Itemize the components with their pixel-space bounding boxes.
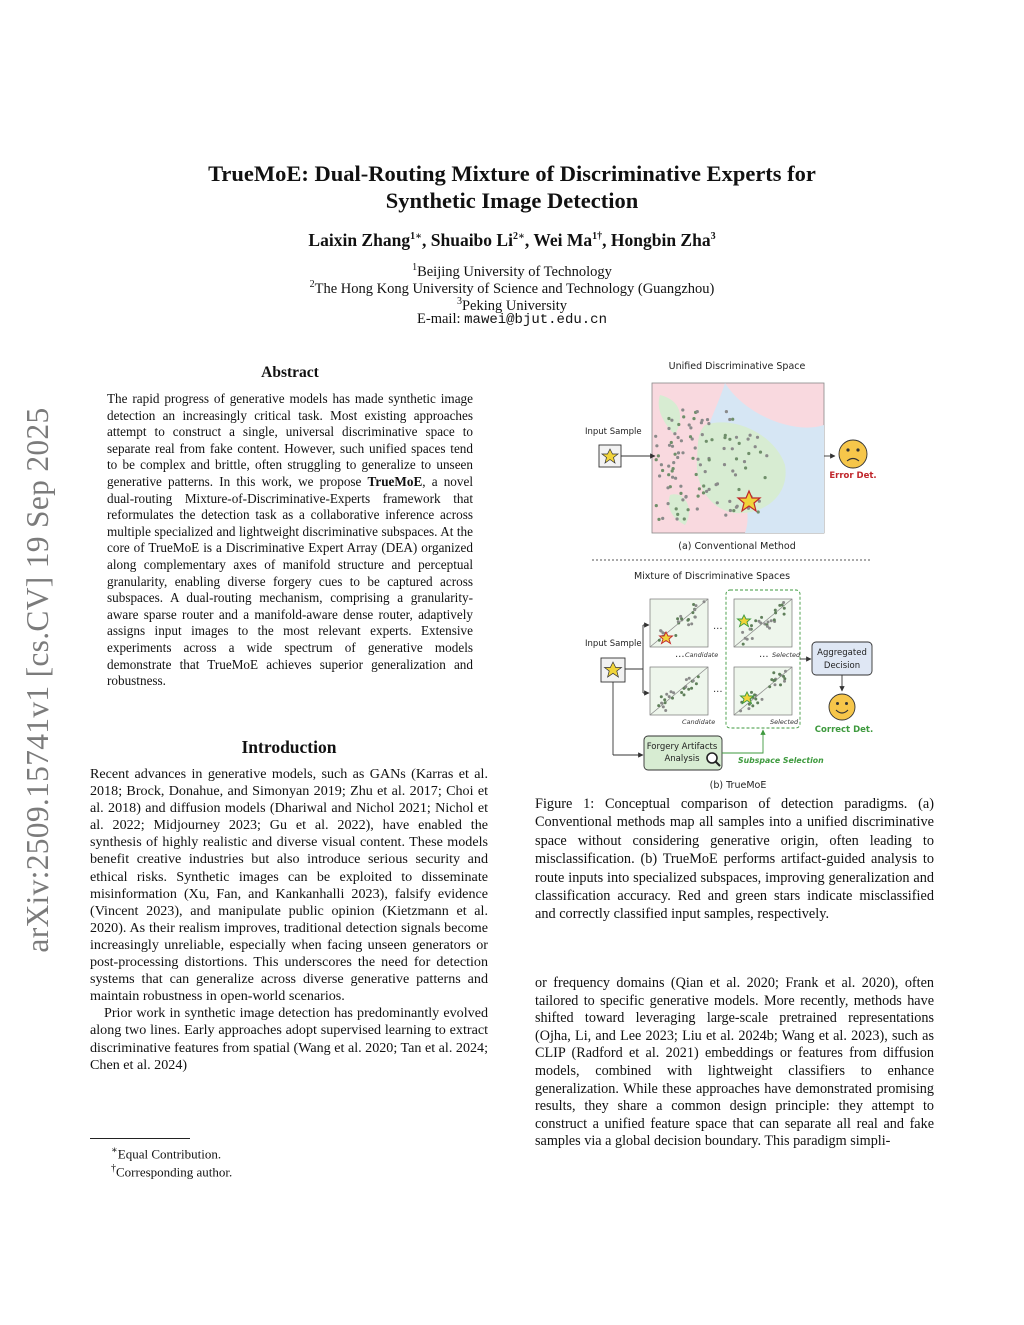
abstract-heading: Abstract — [261, 364, 319, 381]
scatter-point — [708, 488, 711, 491]
footnote-rule — [90, 1138, 190, 1139]
scatter-point — [716, 501, 719, 504]
subspace-point — [761, 698, 764, 701]
subspace-point — [671, 697, 674, 700]
scatter-point — [728, 438, 731, 441]
scatter-point — [696, 410, 699, 413]
subspace-point — [690, 622, 693, 625]
abstract-method-name: TrueMoE — [367, 473, 423, 489]
intro-paragraph-1: Recent advances in generative models, such as GANs (Karras et al. 2018; Brock, Donahue, and Simonyan 2019; Zhu et al. 2017; Choi et al. 2018) and diffusion models (Dhariwal and Nichol 2021; Nichol et al. 2022; Midjourney 2023; Gu et al. 2022), have enabled the synthesis of highly realistic and diverse visual content. These models benefit creative industries but also introduce serious security and ethical risks. Synthetic images can be exploited to disseminate misinformation (Xu, Fan, and Kankanhalli 2023), falsify evidence (Vincent 2023), and manipulate public opinion (Kietzmann et al. 2020). As their realism improves, traditional detection signals become increasingly unreliable, especially when facing unseen generators or post-processing distortions. This underscores the need for detection systems that can generalize across diverse generative patterns and maintain robustness in open-world scenarios. — [90, 766, 488, 1005]
scatter-point — [677, 451, 680, 454]
scatter-point — [743, 460, 746, 463]
scatter-point — [701, 433, 704, 436]
scatter-point — [684, 495, 687, 498]
scatter-point — [676, 513, 679, 516]
scatter-point — [672, 467, 675, 470]
scatter-point — [756, 436, 759, 439]
subspace-point — [773, 618, 776, 621]
scatter-point — [688, 423, 691, 426]
scatter-point — [723, 447, 726, 450]
subspace-panel-candidate-2 — [650, 667, 708, 715]
subspace-point — [657, 704, 660, 707]
subspace-selection-arrow — [722, 730, 763, 753]
scatter-point — [728, 500, 731, 503]
scatter-point — [701, 419, 704, 422]
author-1: Laixin Zhang — [308, 230, 411, 250]
scatter-point — [731, 469, 734, 472]
subspace-point — [783, 680, 786, 683]
author-2-sup: 2∗ — [512, 231, 525, 243]
scatter-point — [747, 452, 750, 455]
subspace-point — [695, 682, 698, 685]
aggregated-label-1: Aggregated — [817, 648, 867, 658]
subspace-point — [783, 613, 786, 616]
scatter-point — [702, 484, 705, 487]
scatter-point — [675, 507, 678, 510]
footnote-2-text: Corresponding author. — [116, 1164, 233, 1180]
correct-detection-label: Correct Det. — [814, 725, 874, 735]
forgery-label-2: Analysis — [664, 754, 700, 764]
subspace-point — [758, 620, 761, 623]
forgery-label-1: Forgery Artifacts — [646, 742, 718, 752]
title-line-2: Synthetic Image Detection — [385, 188, 639, 213]
ellipsis-2: ... — [713, 684, 723, 695]
author-4: Hongbin Zha — [610, 230, 711, 250]
scatter-point — [734, 473, 737, 476]
scatter-point — [699, 463, 702, 466]
subspace-point — [750, 624, 753, 627]
scatter-point — [676, 517, 679, 520]
sad-face-icon — [839, 440, 867, 468]
unified-space-panel — [652, 383, 824, 533]
scatter-point — [737, 488, 740, 491]
ellipsis-3: ... — [675, 649, 685, 660]
subspace-point — [677, 620, 680, 623]
scatter-point — [747, 438, 750, 441]
scatter-point — [677, 423, 680, 426]
scatter-point — [667, 417, 670, 420]
scatter-point — [728, 418, 731, 421]
subspace-point — [749, 628, 752, 631]
subspace-point — [781, 604, 784, 607]
scatter-point — [738, 442, 741, 445]
subspace-point — [691, 611, 694, 614]
affiliation-2-text: The Hong Kong University of Science and Technology (Guangzhou) — [314, 280, 715, 297]
subfigure-a-label: (a) Conventional Method — [678, 541, 796, 552]
scatter-point — [666, 486, 669, 489]
mixture-title: Mixture of Discriminative Spaces — [633, 571, 791, 582]
subspace-point — [744, 637, 747, 640]
author-3-sup: 1† — [592, 231, 603, 243]
scatter-point — [731, 447, 734, 450]
subspace-point — [770, 678, 773, 681]
scatter-point — [679, 485, 682, 488]
right-column-body: or frequency domains (Qian et al. 2020; Frank et al. 2020), often tailored to specific generative models. More recently, methods have shifted toward leveraging large-scale pretrained representations (Ojha, Li, and Lee 2023; Liu et al. 2024b; Wang et al. 2023), such as CLIP (Radford et al. 2021) embeddings or features from diffusion models, combined with lightweight classifiers to enhance generalization. While these approaches have demonstrated promising results, they share a common design principle: they attempt to construct a unified feature space that can separate all real and fake samples via a global decision boundary. This paradigm simpli- — [535, 975, 934, 1150]
scatter-point — [710, 438, 713, 441]
author-4-sup: 3 — [710, 231, 716, 243]
subspace-point — [670, 690, 673, 693]
subspace-point — [751, 704, 754, 707]
scatter-point — [668, 444, 671, 447]
scatter-point — [667, 465, 670, 468]
subspace-point — [672, 691, 675, 694]
scatter-point — [674, 477, 677, 480]
subspace-point — [766, 625, 769, 628]
scatter-point — [729, 509, 732, 512]
scatter-point — [681, 451, 684, 454]
scatter-point — [707, 422, 710, 425]
subspace-point — [742, 643, 745, 646]
scatter-point — [744, 466, 747, 469]
subspace-point — [663, 698, 666, 701]
candidate-label-2: Candidate — [682, 718, 716, 726]
affiliation-1-sup: 1 — [412, 262, 418, 273]
scatter-point — [759, 451, 762, 454]
subspace-point — [703, 600, 706, 603]
scatter-point — [706, 418, 709, 421]
subspace-point — [741, 631, 744, 634]
scatter-point — [696, 458, 699, 461]
scatter-point — [689, 426, 692, 429]
subspace-point — [660, 702, 663, 705]
subspace-point — [674, 634, 677, 637]
author-1-sup: 1∗ — [410, 231, 422, 243]
subspace-point — [784, 670, 787, 673]
input-sample-label-a: Input Sample — [585, 427, 642, 437]
scatter-point — [764, 476, 767, 479]
subspace-point — [756, 701, 759, 704]
arxiv-identifier: arXiv:2509.15741v1 [cs.CV] 19 Sep 2025 — [20, 407, 55, 953]
unified-space-title: Unified Discriminative Space — [668, 361, 806, 372]
scatter-point — [704, 470, 707, 473]
subspace-point — [772, 671, 775, 674]
scatter-point — [674, 453, 677, 456]
scatter-point — [705, 440, 708, 443]
scatter-point — [705, 490, 708, 493]
scatter-point — [724, 514, 727, 517]
scatter-point — [698, 487, 701, 490]
scatter-point — [681, 408, 684, 411]
ellipsis-1: ... — [713, 621, 723, 632]
introduction-heading: Introduction — [241, 737, 337, 757]
subspace-point — [747, 707, 750, 710]
scatter-point — [655, 444, 658, 447]
ellipsis-4: ... — [759, 649, 769, 660]
scatter-point — [716, 482, 719, 485]
scatter-point — [682, 415, 685, 418]
subspace-point — [668, 695, 671, 698]
selected-label-2: Selected — [770, 718, 799, 726]
email-address[interactable]: mawei@bjut.edu.cn — [464, 312, 607, 328]
subspace-point — [687, 618, 690, 621]
subspace-point — [770, 619, 773, 622]
subspace-point — [688, 677, 691, 680]
scatter-point — [735, 457, 738, 460]
scatter-point — [732, 509, 735, 512]
scatter-point — [655, 458, 658, 461]
scatter-point — [757, 510, 760, 513]
subspace-point — [687, 623, 690, 626]
scatter-point — [708, 458, 711, 461]
subspace-point — [783, 677, 786, 680]
subfigure-b-label: (b) TrueMoE — [709, 780, 767, 791]
scatter-point — [680, 439, 683, 442]
scatter-point — [687, 508, 690, 511]
subspace-point — [754, 698, 757, 701]
candidate-label-1: Candidate — [685, 651, 719, 659]
scatter-point — [676, 456, 679, 459]
introduction-body — [90, 766, 488, 1074]
input-sample-label-b: Input Sample — [585, 639, 642, 649]
subspace-point — [659, 629, 662, 632]
subspace-point — [779, 683, 782, 686]
scatter-point — [661, 469, 664, 472]
footnote-1-text: Equal Contribution. — [117, 1146, 222, 1162]
subspace-panel-selected-2 — [734, 667, 792, 715]
scatter-point — [671, 445, 674, 448]
scatter-point — [670, 441, 673, 444]
scatter-point — [654, 435, 657, 438]
subspace-point — [680, 691, 683, 694]
intro-paragraph-2: Prior work in synthetic image detection has predominantly evolved along two lines. Early approaches adopt supervised learning to extract discriminative features from spatial (Wang et al. 2020; Tan et al. 2024; Chen et al. 2024) — [90, 1005, 488, 1073]
scatter-point — [696, 507, 699, 510]
subspace-point — [687, 688, 690, 691]
subspace-point — [774, 609, 777, 612]
subspace-point — [684, 685, 687, 688]
scatter-point — [725, 410, 728, 413]
affiliation-3-text: Peking University — [461, 297, 568, 314]
subspace-point — [679, 615, 682, 618]
subspace-point — [778, 673, 781, 676]
subspace-point — [662, 705, 665, 708]
aggregated-label-2: Decision — [823, 661, 861, 671]
footnote-2 — [111, 1160, 232, 1181]
scatter-point — [657, 518, 660, 521]
subspace-point — [664, 709, 667, 712]
footnote-2-sup: † — [111, 1163, 116, 1174]
smile-face-icon — [829, 694, 855, 720]
affiliation-1-text: Beijing University of Technology — [417, 263, 612, 280]
subspace-point — [774, 611, 777, 614]
subspace-point — [739, 709, 742, 712]
scatter-point — [672, 461, 675, 464]
scatter-point — [667, 427, 670, 430]
email-label: E-mail: — [417, 311, 465, 327]
subspace-point — [683, 693, 686, 696]
subspace-point — [774, 683, 777, 686]
abstract-text-1: The rapid progress of generative models has made synthetic image detection an increasingly critical task. Most existing approaches attempt to construct a single, universal discriminative space to separate real from fake content. However, such unified spaces tend to be complex and brittle, often struggling to generalize to unseen generative patterns. In this work, we propose — [107, 391, 473, 489]
subspace-selection-label: Subspace Selection — [738, 756, 824, 765]
scatter-point — [691, 457, 694, 460]
footnote-1-sup: ∗ — [111, 1145, 118, 1156]
affiliation-2-sup: 2 — [309, 279, 315, 290]
subspace-point — [697, 675, 700, 678]
subspace-point — [750, 691, 753, 694]
subspace-point — [767, 621, 770, 624]
affiliation-3-sup: 3 — [456, 296, 462, 307]
figure-1-diagram — [585, 355, 945, 795]
subspace-point — [690, 687, 693, 690]
subspace-point — [658, 639, 661, 642]
scatter-point — [754, 445, 757, 448]
subspace-point — [685, 678, 688, 681]
scatter-point — [671, 476, 674, 479]
scatter-point — [689, 435, 692, 438]
author-3: Wei Ma — [533, 230, 593, 250]
scatter-point — [667, 473, 670, 476]
subspace-point — [783, 607, 786, 610]
subspace-point — [768, 685, 771, 688]
subspace-point — [660, 695, 663, 698]
scatter-point — [683, 517, 686, 520]
scatter-point — [692, 417, 695, 420]
author-list: Laixin Zhang$^{1∗}$, Shuaibo $Li^{2∗}$, Wei $Ma^{1\dagger}$, Hongbin Zha$^3$ — [308, 230, 716, 250]
subspace-point — [664, 701, 667, 704]
subspace-point — [782, 601, 785, 604]
scatter-point — [702, 491, 705, 494]
email-line — [100, 311, 924, 329]
subspace-point — [754, 619, 757, 622]
scatter-point — [658, 474, 661, 477]
scatter-point — [723, 463, 726, 466]
subspace-point — [665, 693, 668, 696]
abstract-body — [107, 391, 473, 690]
subspace-point — [695, 604, 698, 607]
author-2: Shuaibo Li — [430, 230, 513, 250]
scatter-point — [697, 495, 700, 498]
subspace-point — [694, 616, 697, 619]
scatter-point — [681, 498, 684, 501]
scatter-point — [735, 436, 738, 439]
figure-1-caption: Figure 1: Conceptual comparison of detection paradigms. (a) Conventional methods map all samples into a unified discriminative space without considering generative origin, often leading to misclassification. (b) TrueMoE performs artifact-guided analysis to route inputs into specialized subspaces, improving generalization and classification accuracy. Red and green stars indicate misclassified and correctly classified input samples, respectively. — [535, 796, 934, 923]
scatter-point — [667, 502, 670, 505]
error-detection-label: Error Det. — [829, 471, 877, 481]
scatter-point — [660, 463, 663, 466]
paper-title — [100, 160, 924, 214]
subspace-point — [751, 637, 754, 640]
scatter-point — [723, 436, 726, 439]
scatter-point — [731, 418, 734, 421]
scatter-point — [661, 517, 664, 520]
abstract-text-2: , a novel dual-routing Mixture-of-Discriminative-Experts framework that reformulates the detection task as a collaborative inference across multiple specialized and lightweight discriminative subspaces. At the core of TrueMoE is a Discriminative Expert Array (DEA) organized along complementary axes of manifold structure and perceptual granularity, enabling diverse forgery cues to be captured across subspaces. A dual-routing mechanism, comprising a granularity-aware sparse router and a manifold-aware dense router, adaptively assigns input images to the most relevant experts. Extensive experiments across a wide spectrum of generative models demonstrate that TrueMoE achieves superior generalization and robustness. — [107, 473, 473, 689]
subspace-point — [760, 616, 763, 619]
scatter-point — [695, 473, 698, 476]
subspace-point — [692, 679, 695, 682]
scatter-point — [694, 446, 697, 449]
scatter-point — [677, 436, 680, 439]
subspace-point — [676, 617, 679, 620]
selected-label-1: Selected — [772, 651, 801, 659]
scatter-point — [749, 434, 752, 437]
scatter-point — [670, 419, 673, 422]
subspace-point — [693, 608, 696, 611]
scatter-point — [765, 454, 768, 457]
scatter-point — [657, 454, 660, 457]
title-line-1: TrueMoE: Dual-Routing Mixture of Discriminative Experts for — [208, 161, 816, 186]
scatter-point — [736, 505, 739, 508]
scatter-point — [655, 504, 658, 507]
scatter-point — [679, 492, 682, 495]
scatter-point — [673, 432, 676, 435]
